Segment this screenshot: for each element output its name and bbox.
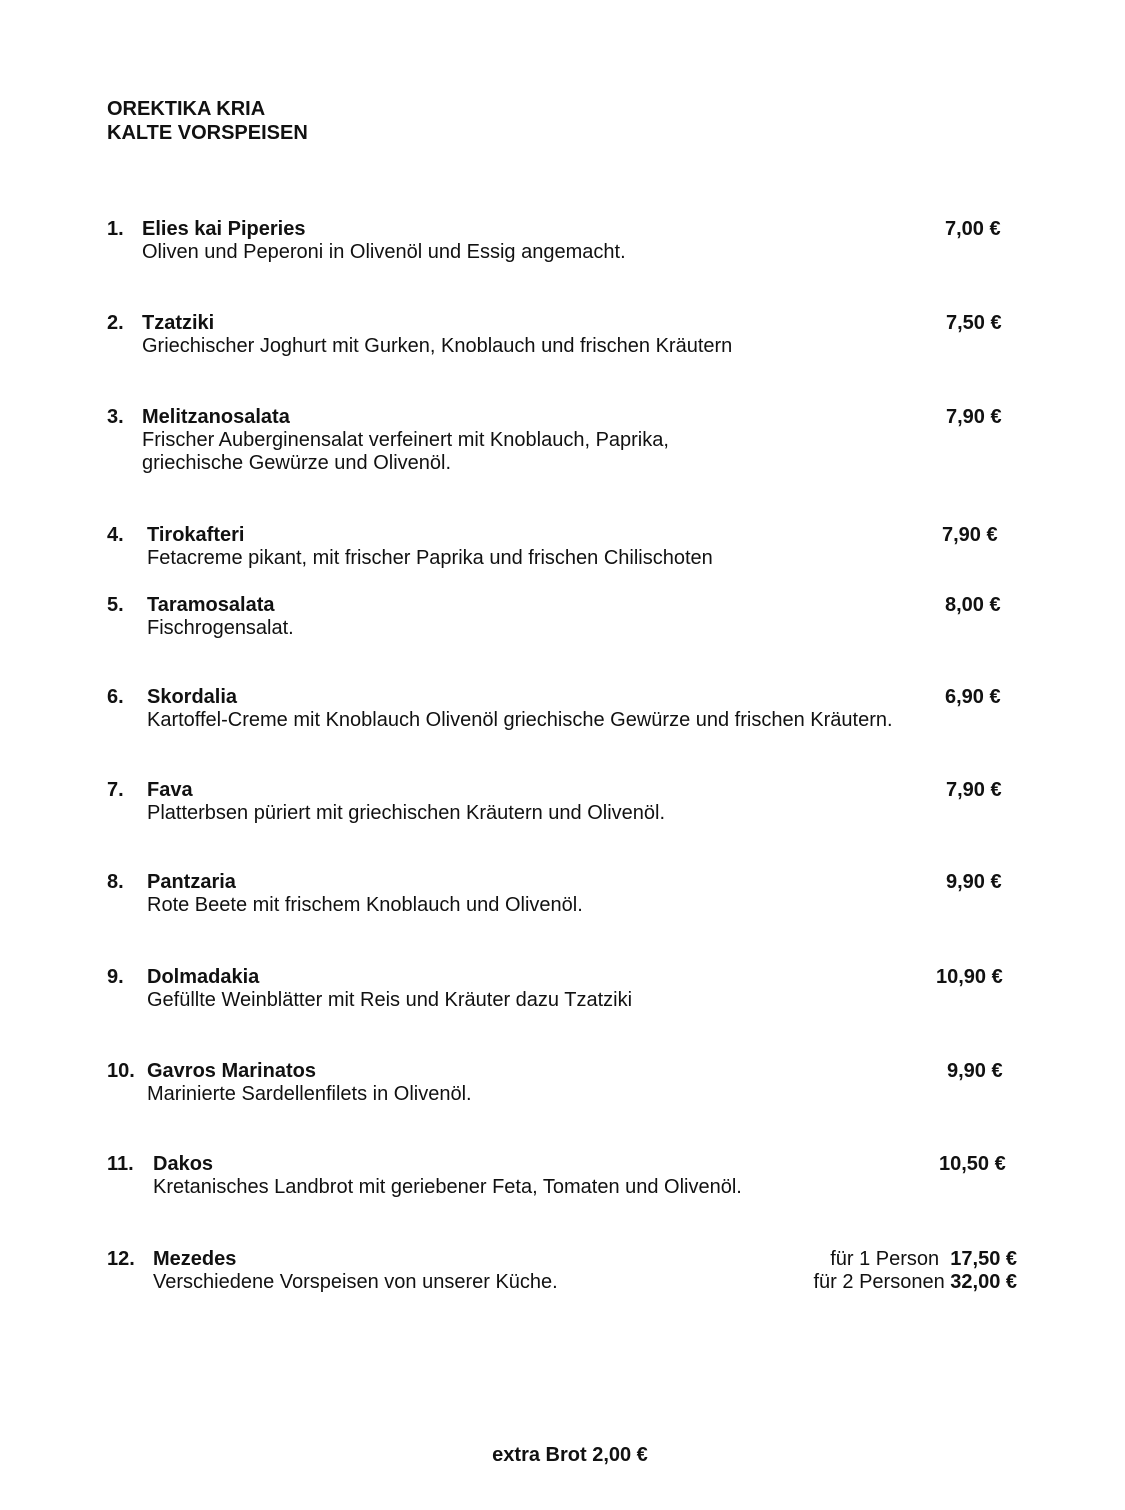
item-name: Pantzaria [147, 871, 236, 893]
item-description: Gefüllte Weinblätter mit Reis und Kräuter dazu Tzatziki [147, 989, 633, 1011]
item-number: 9. [107, 966, 124, 988]
item-description: Oliven und Peperoni in Olivenöl und Essig angemacht. [142, 241, 626, 263]
item-description: Fischrogensalat. [147, 617, 294, 639]
item-description: Griechischer Joghurt mit Gurken, Knoblauch und frischen Kräutern [142, 335, 733, 357]
item-number: 4. [107, 524, 124, 546]
item-price: 10,90 € [936, 966, 1003, 988]
heading-greek: OREKTIKA KRIA [107, 98, 266, 120]
item-price: 9,90 € [947, 1060, 1003, 1082]
item-number: 12. [107, 1248, 135, 1270]
price-options [814, 1248, 1018, 1294]
item-description: Frischer Auberginensalat verfeinert mit Knoblauch, Paprika, griechische Gewürze und Olivenöl. [142, 429, 669, 474]
item-description: Fetacreme pikant, mit frischer Paprika und frischen Chilischoten [147, 547, 713, 569]
item-name: Mezedes [153, 1248, 237, 1270]
item-name: Fava [147, 779, 193, 801]
extra-bread-note: extra Brot 2,00 € [492, 1444, 648, 1466]
item-price: 6,90 € [945, 686, 1001, 708]
price-option [814, 1248, 1018, 1271]
price-option-value: 17,50 € [950, 1248, 1017, 1270]
price-option-label: für 1 Person [830, 1248, 940, 1270]
item-description: Kartoffel-Creme mit Knoblauch Olivenöl griechische Gewürze und frischen Kräutern. [147, 709, 893, 731]
item-description: Kretanisches Landbrot mit geriebener Feta, Tomaten und Olivenöl. [153, 1176, 742, 1198]
price-option [814, 1271, 1018, 1294]
item-description: Rote Beete mit frischem Knoblauch und Olivenöl. [147, 894, 583, 916]
item-price: 10,50 € [939, 1153, 1006, 1175]
item-name: Elies kai Piperies [142, 218, 306, 240]
item-number: 7. [107, 779, 124, 801]
item-name: Tirokafteri [147, 524, 245, 546]
item-price: 8,00 € [945, 594, 1001, 616]
item-name: Tzatziki [142, 312, 215, 334]
item-number: 3. [107, 406, 124, 428]
item-price: 7,90 € [946, 406, 1002, 428]
heading-german: KALTE VORSPEISEN [107, 122, 308, 144]
item-description: Verschiedene Vorspeisen von unserer Küche. [153, 1271, 558, 1293]
item-price: 7,90 € [946, 779, 1002, 801]
item-name: Taramosalata [147, 594, 275, 616]
item-name: Dolmadakia [147, 966, 260, 988]
price-option-label: für 2 Personen [813, 1271, 945, 1293]
item-number: 1. [107, 218, 124, 240]
item-description: Platterbsen püriert mit griechischen Kräutern und Olivenöl. [147, 802, 666, 824]
item-number: 11. [107, 1153, 134, 1175]
item-price: 7,00 € [945, 218, 1001, 240]
item-price: 7,90 € [942, 524, 998, 546]
item-name: Dakos [153, 1153, 214, 1175]
price-option-value: 32,00 € [950, 1271, 1017, 1293]
item-name: Melitzanosalata [142, 406, 290, 428]
item-name: Gavros Marinatos [147, 1060, 316, 1082]
item-price: 7,50 € [946, 312, 1002, 334]
menu-heading [107, 97, 308, 145]
item-number: 10. [107, 1060, 135, 1082]
item-name: Skordalia [147, 686, 238, 708]
item-number: 5. [107, 594, 124, 616]
item-price: 9,90 € [946, 871, 1002, 893]
item-number: 8. [107, 871, 124, 893]
item-description: Marinierte Sardellenfilets in Olivenöl. [147, 1083, 472, 1105]
item-number: 2. [107, 312, 124, 334]
item-number: 6. [107, 686, 124, 708]
